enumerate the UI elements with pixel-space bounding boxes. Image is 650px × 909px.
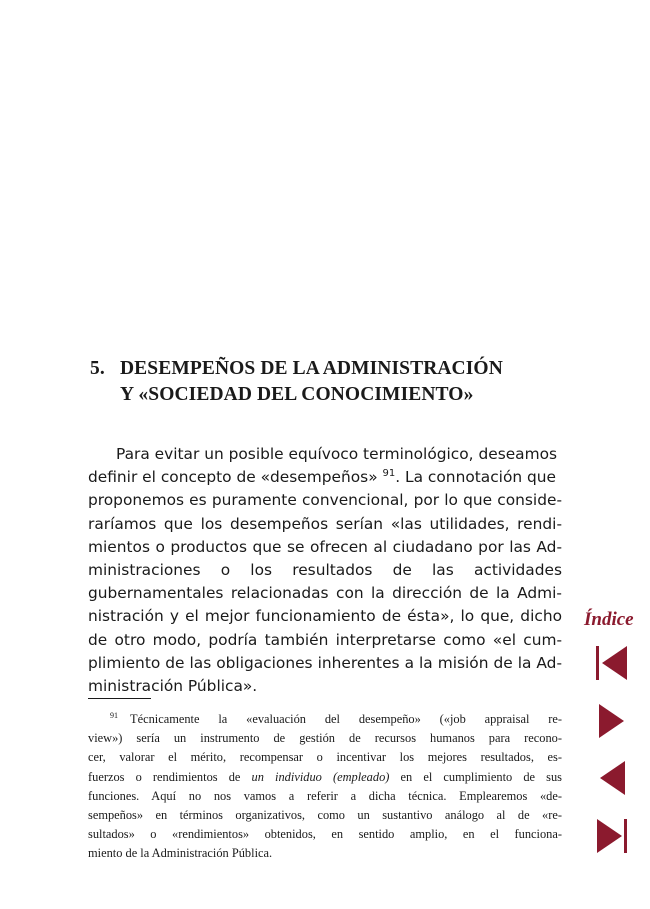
- last-page-button[interactable]: [596, 817, 628, 855]
- body-line: mientos o productos que se ofrecen al ciudadano por las Ad-: [88, 537, 562, 556]
- body-line: plimiento de las obligaciones inherentes a la misión de la Ad-: [88, 653, 562, 672]
- indice-link[interactable]: Índice: [584, 609, 634, 630]
- section-number: 5.: [90, 358, 105, 379]
- footnote-mark: 91: [110, 710, 118, 720]
- footnote-text-span: Técnicamente la «evaluación del desempeño» («job appraisal re-: [130, 712, 562, 726]
- first-page-icon: [596, 644, 628, 682]
- footnote-line: view») sería un instrumento de gestión de recursos humanos para recono-: [88, 731, 562, 746]
- footnote-text-span: en el cumplimiento de sus: [389, 769, 562, 784]
- body-line: ministración Pública».: [88, 676, 258, 695]
- body-line: nistración y el mejor funcionamiento de ésta», lo que, dicho: [88, 607, 562, 626]
- footnote-reference[interactable]: 91: [382, 468, 396, 480]
- footnote-line: cer, valorar el mérito, recompensar o incentivar los mejores resultados, es-: [88, 750, 562, 765]
- footnote-text-span: fuerzos o rendimientos de: [88, 769, 252, 784]
- previous-page-button[interactable]: [596, 759, 628, 797]
- footnote-line: [88, 768, 562, 787]
- body-line: raríamos que los desempeños serían «las utilidades, rendi-: [88, 514, 562, 533]
- body-line: ministraciones o los resultados de las actividades: [88, 560, 562, 579]
- footnote-line: funciones. Aquí no nos vamos a referir a dicha técnica. Emplearemos «de-: [88, 788, 562, 803]
- previous-page-icon: [596, 759, 628, 797]
- body-paragraph: [88, 443, 562, 698]
- heading-line-1: DESEMPEÑOS DE LA ADMINISTRACIÓN: [120, 358, 503, 379]
- heading-line-2: Y «SOCIEDAD DEL CONOCIMIENTO»: [120, 384, 474, 405]
- first-page-button[interactable]: [596, 644, 628, 682]
- footnote-line: sultados» o «rendimientos» obtenidos, en sentido amplio, en el funciona-: [88, 827, 562, 842]
- body-line: proponemos es puramente convencional, por lo que conside-: [88, 491, 562, 510]
- next-page-button[interactable]: [596, 702, 628, 740]
- footnote-separator: [88, 698, 151, 699]
- body-text-span: . La connotación que: [395, 468, 556, 487]
- body-line: gubernamentales relacionadas con la dirección de la Admi-: [88, 584, 562, 603]
- next-page-icon: [596, 702, 628, 740]
- footnote-line: sempeños» en términos organizativos, como un sustantivo análogo al de «re-: [88, 807, 562, 822]
- body-line: [88, 466, 562, 489]
- footnote: [88, 710, 562, 864]
- last-page-icon: [596, 817, 628, 855]
- footnote-line: [88, 710, 562, 729]
- section-heading: [90, 356, 570, 408]
- footnote-emphasis: un individuo (empleado): [251, 769, 390, 784]
- footnote-line: miento de la Administración Pública.: [88, 846, 273, 861]
- body-line: Para evitar un posible equívoco terminológico, deseamos: [116, 445, 558, 463]
- body-line: de otro modo, podría también interpretarse como «el cum-: [88, 630, 562, 649]
- body-text-span: definir el concepto de «desempeños»: [88, 468, 378, 487]
